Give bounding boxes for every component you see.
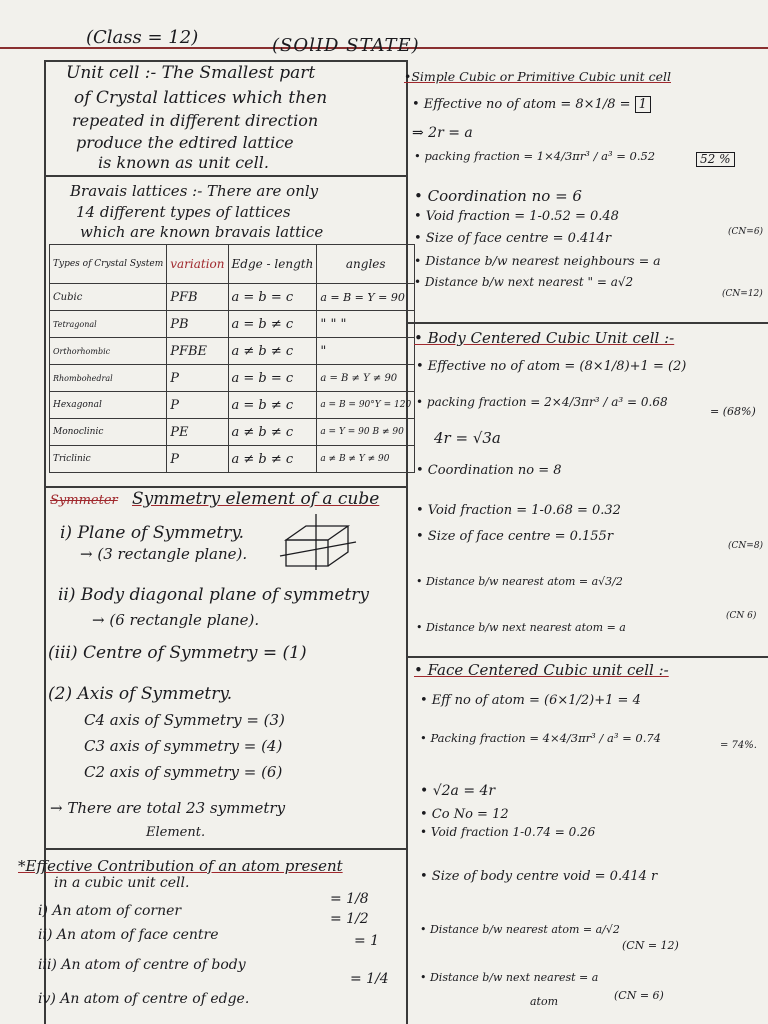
bcc-dist2: • Distance b/w next nearest atom = a	[416, 621, 626, 634]
table-cell: a ≠ b ≠ c	[228, 419, 317, 446]
symmetry-sub: → (6 rectangle plane).	[92, 611, 260, 629]
table-cell: Triclinic	[50, 446, 167, 473]
bravais-line: which are known bravais lattice	[80, 223, 324, 241]
sc-packing-box: 52 %	[696, 152, 735, 167]
sc-size-note: (CN=6)	[728, 227, 764, 237]
fcc-dist2-note: (CN = 6)	[614, 989, 664, 1002]
symmetry-total: Element.	[146, 825, 206, 840]
sc-size: • Size of face centre = 0.414r	[414, 231, 612, 246]
table-cell: P	[167, 392, 228, 419]
table-row	[50, 365, 415, 392]
bravais-line: 14 different types of lattices	[76, 203, 291, 221]
sc-dist2: • Distance b/w next nearest " = a√2	[414, 275, 634, 289]
symmetry-title: Symmetry element of a cube	[132, 489, 380, 509]
fcc-cono: • Co No = 12	[420, 807, 509, 822]
fcc-dist1: • Distance b/w nearest atom = a/√2	[420, 923, 620, 936]
contribution-value: = 1/8	[330, 891, 369, 907]
table-cell: a = B ≠ Y ≠ 90	[317, 365, 415, 392]
table-cell: P	[167, 446, 228, 473]
bcc-coordination: • Coordination no = 8	[416, 463, 562, 478]
fcc-dist1-note: (CN = 12)	[622, 939, 679, 952]
section-rule-symmetry	[44, 486, 407, 488]
symmetry-sub: → (3 rectangle plane).	[80, 545, 248, 563]
fcc-relation: • √2a = 4r	[420, 783, 496, 799]
table-cell: a = B = 90°Y = 120	[317, 392, 415, 419]
table-cell: Monoclinic	[50, 419, 167, 446]
sc-effective-box: 1	[635, 96, 651, 113]
table-cell: Hexagonal	[50, 392, 167, 419]
symmetry-item: i) Plane of Symmetry.	[60, 523, 245, 543]
fcc-title: • Face Centered Cubic unit cell :-	[414, 661, 669, 679]
unit-cell-line: is known as unit cell.	[98, 153, 269, 172]
fcc-void: • Void fraction 1-0.74 = 0.26	[420, 825, 596, 839]
table-cell: P	[167, 365, 228, 392]
unit-cell-line: of Crystal lattices which then	[74, 88, 328, 108]
contribution-value: = 1/4	[350, 971, 389, 987]
contribution-title: in a cubic unit cell.	[54, 875, 190, 891]
table-row	[50, 392, 415, 419]
table-cell: a ≠ b ≠ c	[228, 446, 317, 473]
table-row	[50, 338, 415, 365]
fcc-packing: • Packing fraction = 4×4/3πr³ / a³ = 0.74	[420, 731, 661, 745]
table-row	[50, 311, 415, 338]
unit-cell-line: produce the edtired lattice	[76, 133, 294, 152]
table-cell: PFBE	[167, 338, 228, 365]
sc-title: •Simple Cubic or Primitive Cubic unit cell	[404, 69, 671, 84]
section-rule-fcc	[406, 656, 768, 658]
fcc-dist2-atom: atom	[530, 995, 559, 1008]
table-cell: PE	[167, 419, 228, 446]
contribution-title: *Effective Contribution of an atom present	[18, 857, 343, 875]
bcc-size-note: (CN=8)	[728, 541, 764, 551]
fcc-packing-pct: = 74%.	[720, 740, 757, 751]
table-row	[50, 284, 415, 311]
sc-dist2-note: (CN=12)	[722, 289, 763, 299]
column-header: Types of Crystal System	[50, 245, 167, 284]
table-cell: a = B = Y = 90	[317, 284, 415, 311]
sc-coordination: • Coordination no = 6	[414, 187, 582, 205]
column-header: angles	[317, 245, 415, 284]
bcc-relation: 4r = √3a	[434, 429, 501, 447]
table-cell: " " "	[317, 311, 415, 338]
symmetry-item: (2) Axis of Symmetry.	[48, 684, 233, 704]
section-rule-contribution	[44, 848, 407, 850]
fcc-effective: • Eff no of atom = (6×1/2)+1 = 4	[420, 693, 641, 708]
sc-packing: • packing fraction = 1×4/3πr³ / a³ = 0.52	[414, 149, 656, 163]
bcc-dist1: • Distance b/w nearest atom = a√3/2	[416, 575, 623, 588]
table-cell: Cubic	[50, 284, 167, 311]
contribution-row: iv) An atom of centre of edge.	[38, 991, 250, 1007]
cube-sketch-icon	[278, 512, 358, 572]
bcc-dist2-note: (CN 6)	[726, 611, 757, 621]
sc-effective: • Effective no of atom = 8×1/8 =	[412, 97, 631, 112]
table-cell: a = b ≠ c	[228, 311, 317, 338]
symmetry-item: (iii) Centre of Symmetry = (1)	[48, 643, 307, 663]
table-cell: a = b = c	[228, 365, 317, 392]
column-header: Edge - length	[228, 245, 317, 284]
class-label: (Class = 12)	[86, 27, 199, 48]
table-cell: PB	[167, 311, 228, 338]
contribution-row: ii) An atom of face centre	[38, 927, 219, 943]
fcc-dist2: • Distance b/w next nearest = a	[420, 971, 599, 984]
table-cell: Orthorhombic	[50, 338, 167, 365]
contribution-row: i) An atom of corner	[38, 903, 182, 919]
table-cell: "	[317, 338, 415, 365]
table-row	[50, 446, 415, 473]
sc-relation: ⇒ 2r = a	[412, 125, 473, 141]
bravais-line: Bravais lattices :- There are only	[70, 182, 319, 200]
contribution-value: = 1	[354, 933, 380, 949]
table-cell: a ≠ b ≠ c	[228, 338, 317, 365]
section-rule-bcc	[406, 322, 768, 324]
contribution-row: iii) An atom of centre of body	[38, 957, 246, 973]
bcc-effective: • Effective no of atom = (8×1/8)+1 = (2)	[416, 359, 687, 374]
bravais-table	[49, 244, 415, 473]
sc-line	[412, 98, 651, 112]
table-header-row	[50, 245, 415, 284]
table-cell: a ≠ B ≠ Y ≠ 90	[317, 446, 415, 473]
table-row	[50, 419, 415, 446]
axis-line: C4 axis of Symmetry = (3)	[84, 711, 285, 729]
table-cell: PFB	[167, 284, 228, 311]
unit-cell-line: repeated in different direction	[72, 111, 319, 130]
section-rule-bravais	[44, 175, 407, 177]
center-divider	[406, 60, 408, 1024]
bcc-void: • Void fraction = 1-0.68 = 0.32	[416, 503, 621, 518]
section-rule-unitcell	[44, 60, 407, 62]
bcc-title: • Body Centered Cubic Unit cell :-	[414, 329, 675, 347]
fcc-size: • Size of body centre void = 0.414 r	[420, 869, 658, 884]
unit-cell-line: Unit cell :- The Smallest part	[66, 63, 316, 83]
sc-dist1: • Distance b/w nearest neighbours = a	[414, 253, 661, 268]
symmetry-item: ii) Body diagonal plane of symmetry	[58, 585, 370, 605]
axis-line: C2 axis of symmetry = (6)	[84, 763, 283, 781]
table-cell: Tetragonal	[50, 311, 167, 338]
table-cell: a = Y = 90 B ≠ 90	[317, 419, 415, 446]
contribution-value: = 1/2	[330, 911, 369, 927]
sc-void: • Void fraction = 1-0.52 = 0.48	[414, 209, 619, 224]
symmetry-total: → There are total 23 symmetry	[50, 799, 286, 817]
struck-heading: Symmeter	[50, 493, 118, 508]
table-cell: a = b = c	[228, 284, 317, 311]
bcc-packing: • packing fraction = 2×4/3πr³ / a³ = 0.68	[416, 395, 668, 409]
bcc-packing-pct: = (68%)	[710, 405, 756, 418]
sc-line	[414, 150, 655, 163]
left-margin-line	[44, 60, 46, 1024]
column-header: variation	[167, 245, 228, 284]
topic-title: (SOlID STATE)	[272, 35, 420, 56]
axis-line: C3 axis of symmetry = (4)	[84, 737, 283, 755]
bcc-size: • Size of face centre = 0.155r	[416, 529, 614, 544]
table-cell: Rhombohedral	[50, 365, 167, 392]
table-cell: a = b ≠ c	[228, 392, 317, 419]
